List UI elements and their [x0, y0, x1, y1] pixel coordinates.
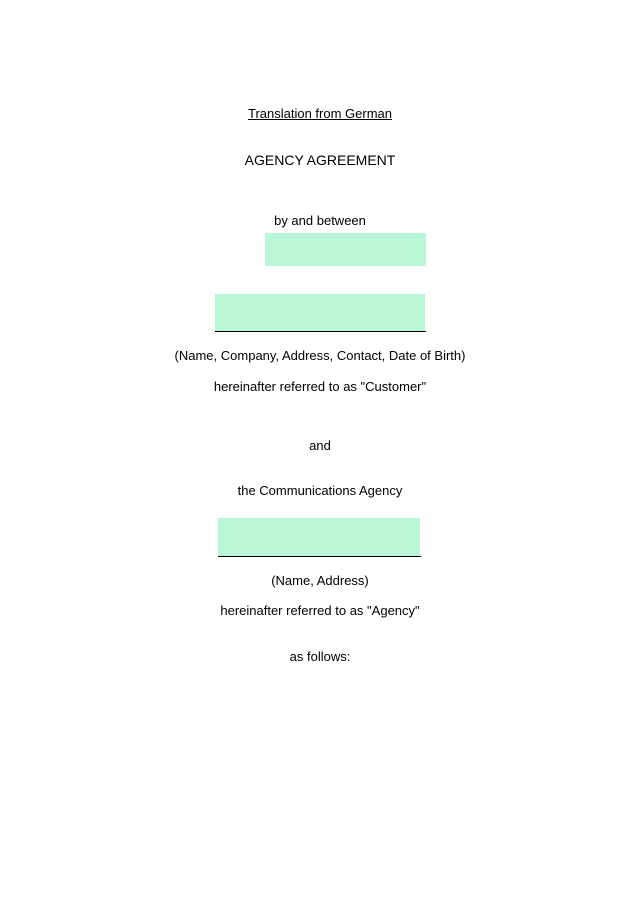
and-text: and — [309, 438, 331, 453]
agency-reference-text: hereinafter referred to as "Agency" — [220, 603, 420, 618]
agency-intro-text: the Communications Agency — [237, 483, 403, 498]
customer-reference-text: hereinafter referred to as "Customer" — [213, 379, 427, 394]
agency-details-field[interactable] — [218, 518, 420, 556]
customer-name-field[interactable] — [265, 233, 426, 266]
customer-signature-line — [215, 331, 426, 332]
translation-note: Translation from German — [247, 106, 392, 121]
by-and-between-text: by and between — [274, 213, 366, 228]
customer-fields-hint: (Name, Company, Address, Contact, Date of Birth) — [174, 348, 466, 363]
agency-fields-hint: (Name, Address) — [271, 573, 369, 588]
customer-details-field[interactable] — [215, 294, 425, 331]
closing-text: as follows: — [289, 649, 351, 664]
agency-signature-line — [218, 556, 421, 557]
document-title: AGENCY AGREEMENT — [244, 152, 396, 168]
